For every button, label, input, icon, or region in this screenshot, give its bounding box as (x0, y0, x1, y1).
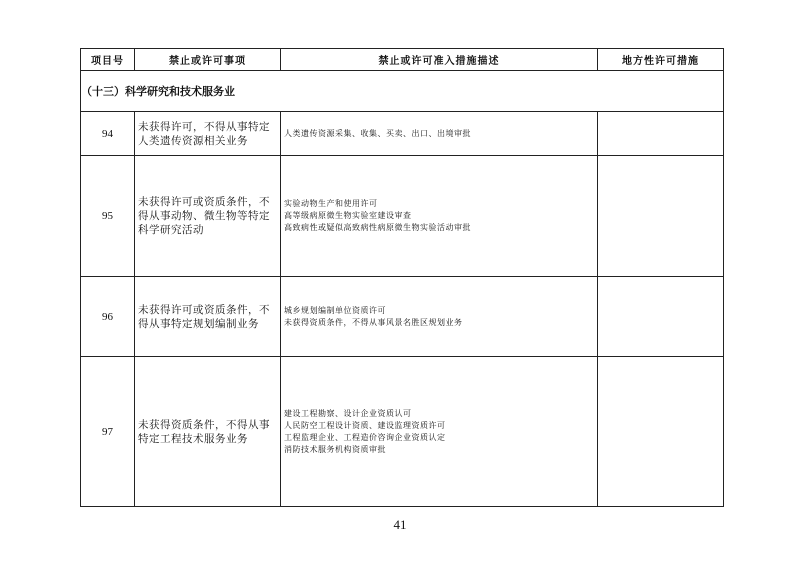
row-local (598, 156, 724, 277)
row-local (598, 112, 724, 156)
row-local (598, 277, 724, 357)
row-number: 97 (81, 357, 135, 507)
header-item: 禁止或许可事项 (135, 49, 281, 71)
row-item: 未获得许可，不得从事特定人类遗传资源相关业务 (135, 112, 281, 156)
row-number: 94 (81, 112, 135, 156)
measure: 建设工程勘察、设计企业资质认可 (284, 408, 412, 418)
section-title: （十三）科学研究和技术服务业 (81, 71, 724, 112)
row-measures (281, 277, 598, 357)
table-row (81, 277, 724, 357)
measure: 实验动物生产和使用许可 (284, 199, 378, 208)
row-number: 96 (81, 277, 135, 357)
row-number: 95 (81, 156, 135, 277)
header-row (81, 49, 724, 71)
measure: 消防技术服务机构资质审批 (284, 444, 386, 454)
section-row (81, 71, 724, 112)
header-no: 项目号 (81, 49, 135, 71)
row-measures (281, 156, 598, 277)
table-row (81, 156, 724, 277)
measure: 人类遗传资源采集、收集、买卖、出口、出境审批 (284, 128, 471, 138)
measure: 未获得资质条件，不得从事风景名胜区规划业务 (284, 317, 463, 327)
row-item: 未获得资质条件，不得从事特定工程技术服务业务 (135, 357, 281, 507)
measure: 工程监理企业、工程造价咨询企业资质认定 (284, 432, 446, 442)
measure: 人民防空工程设计资质、建设监理资质许可 (284, 420, 446, 430)
row-measures (281, 357, 598, 507)
row-item: 未获得许可或资质条件，不得从事动物、微生物等特定科学研究活动 (135, 156, 281, 277)
header-desc: 禁止或许可准入措施描述 (281, 49, 598, 71)
header-local: 地方性许可措施 (598, 49, 724, 71)
measure: 高等级病原微生物实验室建设审查 (284, 211, 412, 220)
permit-table (80, 48, 724, 507)
row-measures (281, 112, 598, 156)
table-row (81, 357, 724, 507)
measure: 城乡规划编制单位资质许可 (284, 305, 386, 315)
row-item: 未获得许可或资质条件，不得从事特定规划编制业务 (135, 277, 281, 357)
row-local (598, 357, 724, 507)
page-number: 41 (393, 517, 407, 532)
table-row (81, 112, 724, 156)
measure: 高致病性或疑似高致病性病原微生物实验活动审批 (284, 223, 471, 232)
